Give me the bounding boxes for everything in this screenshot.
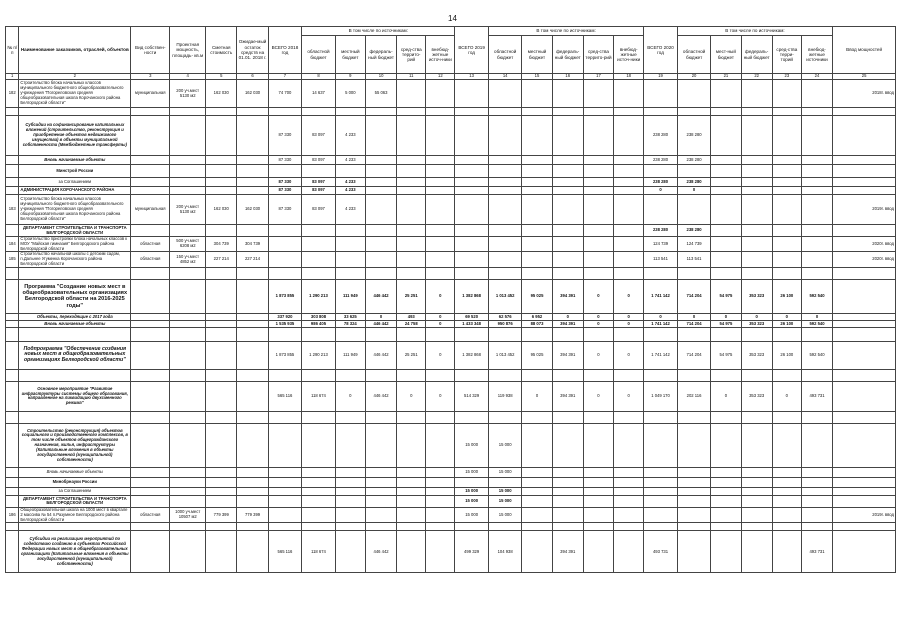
federal-2018: 446 442: [365, 381, 396, 411]
total-2019: 1 382 868: [455, 341, 489, 369]
page-number: 14: [448, 14, 457, 23]
section-name: Основное мероприятие "Развитие инфраструктуры системы общего образования, направленное на ликвидацию двухсменного режима": [19, 381, 131, 411]
regional-2020: 238 280: [677, 156, 711, 165]
colnum: 4: [170, 74, 206, 80]
regional-2018: 986 405: [302, 320, 336, 327]
row-number: 183: [6, 195, 19, 225]
colnum: 6: [237, 74, 268, 80]
federal-2019: 394 391: [552, 531, 583, 573]
territory-2019: 0: [583, 381, 613, 411]
regional-2019: 950 876: [488, 320, 522, 327]
local-2019: 95 025: [522, 279, 552, 313]
ownership: областная: [131, 237, 170, 252]
header-regional-2018: областной бюджет: [302, 36, 336, 74]
header-name: Наименование заказчиков, отраслей, объектов: [19, 27, 131, 74]
table-row: [6, 341, 896, 369]
remaining: 162 030: [237, 195, 268, 225]
section-name: Вновь начинаемые объекты: [19, 156, 131, 165]
territory-2019: 0: [583, 320, 613, 327]
total-2019: 499 329: [455, 531, 489, 573]
total-2020: 238 280: [644, 178, 678, 187]
commission: 2020г. ввод: [833, 252, 896, 267]
header-territory-2019: сред-ства террито-рий: [583, 36, 613, 74]
remaining: 162 030: [237, 80, 268, 108]
total-2020: 1 741 142: [644, 279, 678, 313]
offbudget-2019: 0: [614, 313, 644, 320]
header-cost: Сметная стоимость: [206, 27, 237, 74]
offbudget-2020: 592 540: [801, 279, 832, 313]
ownership: областная: [131, 507, 170, 522]
total-2018: 1 535 935: [268, 320, 302, 327]
local-2018: 4 233: [335, 156, 365, 165]
total-2018: 1 873 855: [268, 341, 302, 369]
federal-2020: 353 323: [741, 320, 772, 327]
local-2020: 54 975: [711, 320, 741, 327]
regional-2018: 118 674: [302, 381, 336, 411]
section-name: Объекты, переходящие с 2017 года: [19, 313, 131, 320]
territory-2018: 0: [397, 381, 426, 411]
regional-2018: 1 290 213: [302, 279, 336, 313]
table-row: [6, 225, 896, 237]
total-2018: 565 116: [268, 531, 302, 573]
capacity: 150 уч.мест 4852 м2: [170, 252, 206, 267]
header-offbudget-2018: внебюд-жетные источ-ники: [426, 36, 455, 74]
local-2018: 4 233: [335, 195, 365, 225]
local-2020: 0: [711, 381, 741, 411]
header-federal-2019: федераль-ный бюджет: [552, 36, 583, 74]
local-2018: 33 625: [335, 313, 365, 320]
local-2020: 54 975: [711, 341, 741, 369]
regional-2020: 124 739: [677, 237, 711, 252]
header-commission: Ввод мощностей: [833, 27, 896, 74]
territory-2020: 26 100: [772, 341, 801, 369]
table-row: [6, 313, 896, 320]
total-2020: 124 739: [644, 237, 678, 252]
total-2018: 87 330: [268, 156, 302, 165]
header-sources-2018: В том числе по источникам:: [302, 27, 455, 36]
section-name: АДМИНИСТРАЦИЯ КОРОЧАНСКОГО РАЙОНА: [19, 187, 131, 195]
territory-2020: 0: [772, 313, 801, 320]
territory-2018: 493: [397, 313, 426, 320]
header-offbudget-2019: внебюд-жетные источ-ники: [614, 36, 644, 74]
estimated-cost: 227 214: [206, 252, 237, 267]
total-2018: 87 330: [268, 187, 302, 195]
total-2018: 74 700: [268, 80, 302, 108]
total-2020: 1 741 142: [644, 320, 678, 327]
regional-2019: 1 013 452: [488, 279, 522, 313]
ownership: муниципальная: [131, 195, 170, 225]
header-regional-2020: областной бюджет: [677, 36, 711, 74]
regional-2019: 15 000: [488, 467, 522, 477]
header-remaining: Ожидае-мый остаток средств на 01.01. 2018 г.: [237, 27, 268, 74]
federal-2018: 446 442: [365, 279, 396, 313]
total-2019: 1 382 868: [455, 279, 489, 313]
total-2020: 0: [644, 187, 678, 195]
table-row: [6, 477, 896, 487]
regional-2019: 15 000: [488, 495, 522, 507]
regional-2018: 1 290 213: [302, 341, 336, 369]
header-kind: Вид собствен-ности: [131, 27, 170, 74]
offbudget-2018: 0: [426, 313, 455, 320]
section-name: Минстрой России: [19, 165, 131, 178]
estimated-cost: 304 739: [206, 237, 237, 252]
regional-2018: 83 097: [302, 195, 336, 225]
regional-2018: 83 097: [302, 156, 336, 165]
territory-2018: 25 251: [397, 341, 426, 369]
colnum: 15: [522, 74, 552, 80]
header-federal-2018: федераль-ный бюджет: [365, 36, 396, 74]
federal-2018: 446 442: [365, 341, 396, 369]
row-number: 186: [6, 507, 19, 522]
capacity: 1000 уч.мест 10507 м2: [170, 507, 206, 522]
federal-2020: 0: [741, 313, 772, 320]
total-2020: 113 541: [644, 252, 678, 267]
territory-2020: 26 100: [772, 279, 801, 313]
local-2019: 95 025: [522, 341, 552, 369]
total-2018: 87 330: [268, 195, 302, 225]
offbudget-2019: 0: [614, 279, 644, 313]
regional-2019: 15 000: [488, 507, 522, 522]
regional-2020: 714 204: [677, 320, 711, 327]
total-2020: 238 280: [644, 116, 678, 156]
total-2018: 87 330: [268, 116, 302, 156]
section-name: за Соглашением: [19, 178, 131, 187]
federal-2018: 446 442: [365, 531, 396, 573]
commission: 2019г. ввод: [833, 507, 896, 522]
offbudget-2019: 0: [614, 381, 644, 411]
local-2018: 4 233: [335, 187, 365, 195]
colnum: 21: [711, 74, 741, 80]
total-2018: 1 873 855: [268, 279, 302, 313]
local-2018: 111 949: [335, 341, 365, 369]
remaining: 304 739: [237, 237, 268, 252]
total-2018: 565 116: [268, 381, 302, 411]
capacity: 200 уч.мест 5130 м2: [170, 80, 206, 108]
colnum: 12: [426, 74, 455, 80]
ownership: муниципальная: [131, 80, 170, 108]
federal-2019: 394 391: [552, 341, 583, 369]
total-2019: 1 433 348: [455, 320, 489, 327]
federal-2019: 0: [552, 313, 583, 320]
header-federal-2020: федераль-ный бюджет: [741, 36, 772, 74]
colnum: 16: [552, 74, 583, 80]
regional-2018: 83 097: [302, 187, 336, 195]
regional-2019: 1 013 452: [488, 341, 522, 369]
row-number: 184: [6, 237, 19, 252]
program-title: Программа "Создание новых мест в общеобразовательных организациях Белгородской области на 2016-2025 годы": [19, 279, 131, 313]
section-name: Субсидии на софинансирование капитальных вложений (строительство, реконструкция и приобретение объектов недвижимого имущества) в объекты муниципальной собственности (Межбюджетные трансферты): [19, 116, 131, 156]
local-2018: 0: [335, 381, 365, 411]
table-row: [6, 165, 896, 178]
territory-2019: 0: [583, 279, 613, 313]
regional-2018: 83 097: [302, 116, 336, 156]
table-row: [6, 237, 896, 252]
object-name: Строительство начальной школы с детским садом, п.Дальнее Угуменка Корочанского района Белгородской области: [19, 252, 131, 267]
regional-2020: 238 280: [677, 225, 711, 237]
table-row: [6, 80, 896, 108]
regional-2019: 62 576: [488, 313, 522, 320]
colnum: 20: [677, 74, 711, 80]
section-name: ДЕПАРТАМЕНТ СТРОИТЕЛЬСТВА И ТРАНСПОРТА БЕЛГОРОДСКОЙ ОБЛАСТИ: [19, 495, 131, 507]
federal-2019: 394 391: [552, 320, 583, 327]
estimated-cost: 162 030: [206, 195, 237, 225]
total-2019: 15 000: [455, 467, 489, 477]
table-row: [6, 320, 896, 327]
total-2018: 87 330: [268, 178, 302, 187]
regional-2019: 15 000: [488, 423, 522, 467]
colnum: 19: [644, 74, 678, 80]
total-2020: 1 049 170: [644, 381, 678, 411]
header-territory-2018: сред-ства террито-рий: [397, 36, 426, 74]
header-capacity: Проектная мощность, площадь- кв.м: [170, 27, 206, 74]
total-2020: 238 280: [644, 156, 678, 165]
local-2019: 6 952: [522, 313, 552, 320]
section-name: ДЕПАРТАМЕНТ СТРОИТЕЛЬСТВА И ТРАНСПОРТА БЕЛГОРОДСКОЙ ОБЛАСТИ: [19, 225, 131, 237]
colnum: 2: [19, 74, 131, 80]
federal-2018: 446 442: [365, 320, 396, 327]
regional-2020: 714 204: [677, 279, 711, 313]
table-row: [6, 252, 896, 267]
regional-2018: 303 808: [302, 313, 336, 320]
header-local-2018: местный бюджет: [335, 36, 365, 74]
offbudget-2018: 0: [426, 320, 455, 327]
object-name: Строительство блока начальных классов муниципального бюджетного общеобразовательного учреждения "Погореловская средняя общеобразовательная школа Корочанского района Белгородской области": [19, 80, 131, 108]
section-name: за Соглашением: [19, 487, 131, 495]
local-2020: 0: [711, 313, 741, 320]
colnum: 8: [302, 74, 336, 80]
subprogram-title: Подпрограмма "Обеспечение создания новых мест в общеобразовательных организациях Белгородской области": [19, 341, 131, 369]
federal-2018: 55 063: [365, 80, 396, 108]
regional-2019: 104 938: [488, 531, 522, 573]
colnum: 1: [6, 74, 19, 80]
header-total-2020: ВСЕГО 2020 год: [644, 27, 678, 74]
federal-2018: 0: [365, 313, 396, 320]
object-name: Строительство пристройки блока начальных классов к МОУ "Майская гимназия" Белгородского района Белгородской области: [19, 237, 131, 252]
federal-2020: 353 323: [741, 341, 772, 369]
commission: 2018г. ввод: [833, 80, 896, 108]
total-2019: 15 000: [455, 487, 489, 495]
remaining: 779 399: [237, 507, 268, 522]
offbudget-2019: 0: [614, 320, 644, 327]
regional-2020: 0: [677, 187, 711, 195]
colnum: 18: [614, 74, 644, 80]
colnum: 24: [801, 74, 832, 80]
local-2019: 88 073: [522, 320, 552, 327]
section-name: Вновь начинаемые объекты: [19, 467, 131, 477]
total-2019: 69 520: [455, 313, 489, 320]
header-local-2020: мест-ный бюджет: [711, 36, 741, 74]
table-row: [6, 381, 896, 411]
offbudget-2018: 0: [426, 341, 455, 369]
territory-2018: 25 251: [397, 279, 426, 313]
capacity: 500 уч.мест 6208 м2: [170, 237, 206, 252]
row-number: 185: [6, 252, 19, 267]
header-sources-2020: В том числе по источникам:: [677, 27, 832, 36]
table-row: [6, 279, 896, 313]
total-2019: 514 329: [455, 381, 489, 411]
object-name: Общеобразовательная школа на 1000 мест в квартале 2 массива № 54 п.Разумное Белгородского района Белгородской области: [19, 507, 131, 522]
object-name: Строительство блока начальных классов муниципального бюджетного общеобразовательного учреждения "Погореловская средняя общеобразовательная школа Корочанского района Белгородской области": [19, 195, 131, 225]
header-offbudget-2020: внебюд-жетные источники: [801, 36, 832, 74]
federal-2020: 353 323: [741, 279, 772, 313]
total-2019: 15 000: [455, 507, 489, 522]
remaining: 227 214: [237, 252, 268, 267]
table-row: [6, 495, 896, 507]
offbudget-2020: 592 540: [801, 320, 832, 327]
offbudget-2018: 0: [426, 279, 455, 313]
colnum: 3: [131, 74, 170, 80]
territory-2019: 0: [583, 313, 613, 320]
table-row: [6, 116, 896, 156]
colnum: 10: [365, 74, 396, 80]
header-local-2019: местный бюджет: [522, 36, 552, 74]
colnum: 11: [397, 74, 426, 80]
header-territory-2020: сред-ства терри-торий: [772, 36, 801, 74]
table-row: [6, 507, 896, 522]
total-2019: 15 000: [455, 423, 489, 467]
table-row: [6, 467, 896, 477]
local-2018: 5 000: [335, 80, 365, 108]
section-name: Вновь начинаемые объекты: [19, 320, 131, 327]
total-2020: 493 731: [644, 531, 678, 573]
offbudget-2020: 493 731: [801, 381, 832, 411]
colnum: 5: [206, 74, 237, 80]
total-2018: 337 920: [268, 313, 302, 320]
colnum: 13: [455, 74, 489, 80]
offbudget-2018: 0: [426, 381, 455, 411]
table-row: [6, 423, 896, 467]
header-total-2019: ВСЕГО 2019 год: [455, 27, 489, 74]
section-name: Субсидии на реализацию мероприятий по содействию созданию в субъектах Российской Федерации новых мест в общеобразовательных организациях (Капитальные вложения в объекты государственной (муниципальной) собственности): [19, 531, 131, 573]
local-2018: 78 324: [335, 320, 365, 327]
regional-2020: 238 280: [677, 178, 711, 187]
offbudget-2019: 0: [614, 341, 644, 369]
row-number: 182: [6, 80, 19, 108]
header-total-2018: ВСЕГО 2018 год: [268, 27, 302, 74]
regional-2018: 14 637: [302, 80, 336, 108]
regional-2020: 202 116: [677, 381, 711, 411]
section-name: Минобрнауки России: [19, 477, 131, 487]
colnum: 14: [488, 74, 522, 80]
territory-2018: 24 758: [397, 320, 426, 327]
total-2020: 238 280: [644, 225, 678, 237]
regional-2019: 119 938: [488, 381, 522, 411]
local-2018: 4 233: [335, 116, 365, 156]
regional-2020: 238 280: [677, 116, 711, 156]
table-row: [6, 156, 896, 165]
colnum: 22: [741, 74, 772, 80]
table-row: [6, 178, 896, 187]
colnum: 9: [335, 74, 365, 80]
total-2019: 15 000: [455, 495, 489, 507]
commission: 2020г. ввод: [833, 237, 896, 252]
table-row: [6, 487, 896, 495]
table-row: [6, 531, 896, 573]
regional-2018: 83 097: [302, 178, 336, 187]
local-2018: 111 949: [335, 279, 365, 313]
total-2020: 0: [644, 313, 678, 320]
territory-2020: 0: [772, 381, 801, 411]
colnum: 25: [833, 74, 896, 80]
colnum: 7: [268, 74, 302, 80]
federal-2019: 394 391: [552, 381, 583, 411]
header-sources-2019: В том числе по источникам:: [488, 27, 643, 36]
regional-2020: 113 541: [677, 252, 711, 267]
offbudget-2020: 0: [801, 313, 832, 320]
header-num: № п/п: [6, 27, 19, 74]
local-2019: 0: [522, 381, 552, 411]
colnum: 23: [772, 74, 801, 80]
regional-2019: 15 000: [488, 487, 522, 495]
offbudget-2020: 592 540: [801, 341, 832, 369]
ownership: областная: [131, 252, 170, 267]
territory-2020: 26 100: [772, 320, 801, 327]
colnum: 17: [583, 74, 613, 80]
local-2018: 4 233: [335, 178, 365, 187]
offbudget-2020: 493 731: [801, 531, 832, 573]
territory-2019: 0: [583, 341, 613, 369]
regional-2018: 118 674: [302, 531, 336, 573]
estimated-cost: 162 030: [206, 80, 237, 108]
header-regional-2019: областной бюджет: [488, 36, 522, 74]
capacity: 200 уч.мест 5130 м2: [170, 195, 206, 225]
budget-table: [5, 26, 896, 573]
regional-2020: 714 204: [677, 341, 711, 369]
federal-2020: 353 323: [741, 381, 772, 411]
federal-2019: 394 391: [552, 279, 583, 313]
regional-2020: 0: [677, 313, 711, 320]
table-row: [6, 195, 896, 225]
estimated-cost: 779 399: [206, 507, 237, 522]
commission: 2019г. ввод: [833, 195, 896, 225]
total-2020: 1 741 142: [644, 341, 678, 369]
local-2020: 54 975: [711, 279, 741, 313]
table-row: [6, 187, 896, 195]
section-name: Строительство (реконструкция) объектов социального и производственного комплексов, в том числе объектов общегражданского назначения, жилья, инфраструктуры (Капитальные вложения в объекты государственной (муниципальной) собственности): [19, 423, 131, 467]
